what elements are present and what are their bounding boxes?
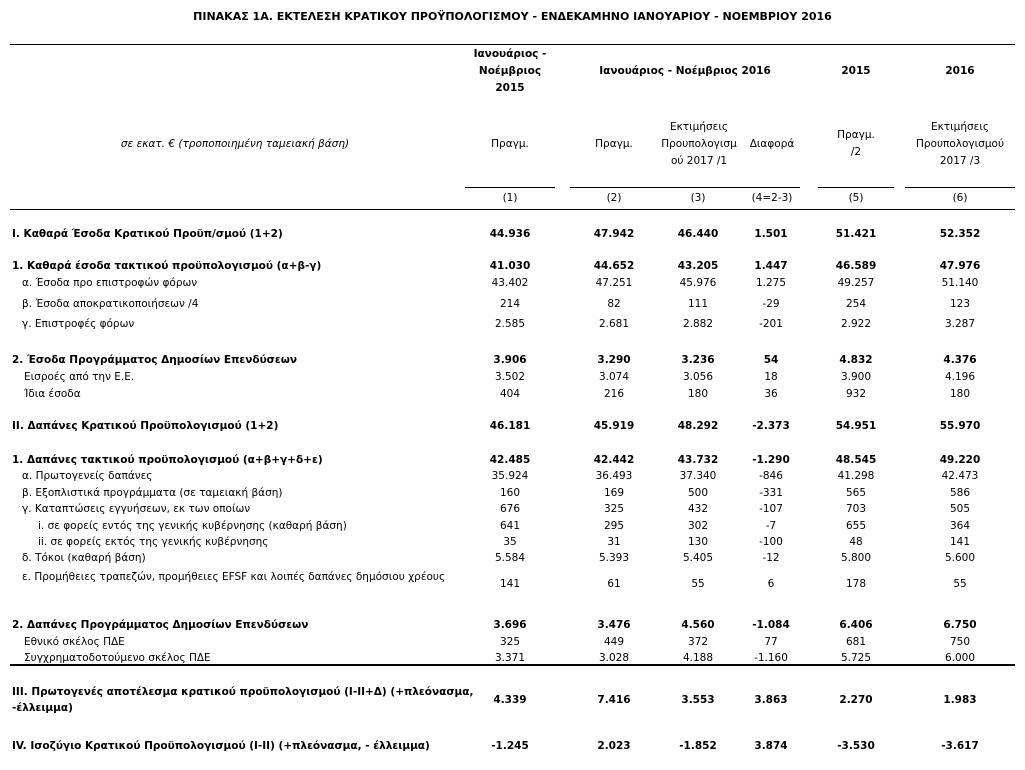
row-value-col3: 43.732 [677,454,719,466]
row-value-col6: 586 [949,487,971,499]
section-rule [10,664,1015,666]
row-value-col6: 47.976 [939,260,981,272]
row-value-col5: 48 [849,536,863,548]
row-value-col4: -846 [759,470,783,482]
table-title: ΠΙΝΑΚΑΣ 1Α. ΕΚΤΕΛΕΣΗ ΚΡΑΤΙΚΟΥ ΠΡΟΫΠΟΛΟΓΙΣΜΟΥ - ΕΝΔΕΚΑΜΗΝΟ ΙΑΝΟΥΑΡΙΟΥ - ΝΟΕΜΒΡΙΟΥ 2016 [193,10,832,23]
row-value-col5: 6.406 [839,619,873,631]
row-value-col6: 1.983 [943,694,977,706]
row-label: ε. Προμήθειες τραπεζών, προμήθειες EFSF και λοιπές δαπάνες δημόσιου χρέους [22,571,446,583]
row-value-col5: 49.257 [837,277,875,289]
row-value-col4: -1.160 [754,652,788,664]
row-label: ii. σε φορείς εκτός της γενικής κυβέρνησης [38,536,269,548]
row-value-col6: 4.376 [943,354,977,366]
row-value-col4: 6 [767,578,775,590]
row-value-col3: 130 [687,536,709,548]
row-value-col2: 47.251 [595,277,633,289]
row-value-col2: 3.074 [598,371,630,383]
row-value-col3: 4.560 [681,619,715,631]
row-value-col6: 505 [949,503,971,515]
row-value-col2: 295 [603,520,625,532]
row-value-col1: 46.181 [489,420,531,432]
row-value-col1: 214 [499,298,521,310]
row-value-col2: 5.393 [598,552,630,564]
row-value-col3: 46.440 [677,228,719,240]
header-year-2015: 2015 [841,65,871,77]
row-value-col1: 3.371 [494,652,526,664]
row-value-col3: 302 [687,520,709,532]
row-value-col6: 141 [949,536,971,548]
table-row [0,518,1025,534]
row-value-col5: 703 [845,503,867,515]
row-label: Συγχρηματοδοτούμενο σκέλος ΠΔΕ [24,652,211,664]
row-value-col1: 35 [503,536,517,548]
table-row [0,569,1025,590]
row-value-col2: 449 [603,636,625,648]
row-value-col2: 82 [607,298,621,310]
row-value-col1: 3.906 [493,354,527,366]
row-value-col3: 432 [687,503,709,515]
col-rule-4 [905,187,1015,188]
row-value-col3: 180 [687,388,709,400]
col5-header: Πραγμ. /2 [837,129,875,158]
row-value-col1: 641 [499,520,521,532]
row-value-col4: 3.863 [754,694,788,706]
row-value-col4: -2.373 [752,420,790,432]
row-value-col6: 49.220 [939,454,981,466]
row-label: IV. Ισοζύγιο Κρατικού Προϋπολογισμού (Ι-ΙΙ) (+πλεόνασμα, - έλλειμμα) [12,740,430,752]
row-label: 2. Έσοδα Προγράμματος Δημοσίων Επενδύσεων [12,354,297,366]
row-label: Εθνικό σκέλος ΠΔΕ [24,636,125,648]
row-value-col4: 18 [764,371,778,383]
row-value-col5: 51.421 [835,228,877,240]
row-label: β. Έσοδα αποκρατικοποιήσεων /4 [22,298,199,310]
row-value-col5: 178 [845,578,867,590]
table-row [0,418,1025,434]
table-row [0,550,1025,566]
colnum-3: (3) [690,192,706,204]
row-value-col2: 44.652 [593,260,635,272]
colnum-6: (6) [952,192,968,204]
row-value-col1: 676 [499,503,521,515]
row-value-col4: 54 [763,354,779,366]
col-rule-3 [818,187,894,188]
row-value-col3: 43.205 [677,260,719,272]
row-value-col1: 42.485 [489,454,531,466]
row-label: 2. Δαπάνες Προγράμματος Δημοσίων Επενδύσεων [12,619,309,631]
row-value-col3: 45.976 [679,277,717,289]
row-value-col5: 2.270 [839,694,873,706]
row-value-col3: 37.340 [679,470,717,482]
row-value-col4: -331 [759,487,783,499]
row-value-col1: 3.696 [493,619,527,631]
row-label: Εισροές από την Ε.Ε. [24,371,135,383]
row-value-col3: 3.236 [681,354,715,366]
table-row [0,534,1025,550]
colnum-4: (4=2-3) [751,192,793,204]
row-value-col3: 3.553 [681,694,715,706]
row-value-col5: -3.530 [837,740,875,752]
row-value-col5: 254 [845,298,867,310]
top-rule [10,44,1015,45]
table-row [0,452,1025,468]
row-value-col6: 180 [949,388,971,400]
row-value-col5: 655 [845,520,867,532]
table-row [0,296,1025,312]
row-value-col2: 61 [607,578,621,590]
row-value-col2: 3.028 [598,652,630,664]
row-label: δ. Τόκοι (καθαρή βάση) [22,552,146,564]
table-row [0,275,1025,291]
row-value-col6: 123 [949,298,971,310]
row-label: Ι. Καθαρά Έσοδα Κρατικού Προϋπ/σμού (1+2) [12,228,283,240]
row-value-col1: 3.502 [494,371,526,383]
header-year-2016: 2016 [945,65,975,77]
row-value-col6: 3.287 [944,318,976,330]
row-label: γ. Επιστροφές φόρων [22,318,135,330]
row-value-col2: 47.942 [593,228,635,240]
row-value-col2: 45.919 [593,420,635,432]
colnum-5: (5) [848,192,864,204]
row-value-col4: 1.275 [755,277,787,289]
row-value-col6: 52.352 [939,228,981,240]
row-value-col5: 565 [845,487,867,499]
table-row [0,316,1025,332]
table-row [0,634,1025,650]
row-value-col6: 364 [949,520,971,532]
row-value-col2: 7.416 [597,694,631,706]
row-value-col1: 325 [499,636,521,648]
row-value-col4: -7 [765,520,777,532]
row-label: 1. Καθαρά έσοδα τακτικού προϋπολογισμού (α+β-γ) [12,260,322,272]
row-value-col1: 5.584 [494,552,526,564]
row-value-col5: 46.589 [835,260,877,272]
row-value-col4: 1.501 [754,228,788,240]
table-row [0,258,1025,274]
table-row [0,386,1025,402]
row-value-col2: 169 [603,487,625,499]
header-period-2016: Ιανουάριος - Νοέμβριος 2016 [599,65,771,77]
row-label: ΙΙΙ. Πρωτογενές αποτέλεσμα κρατικού προϋπολογισμού (Ι-ΙΙ+Δ) (+πλεόνασμα, -έλλειμμα) [12,686,474,714]
colnum-2: (2) [606,192,622,204]
table-row [0,684,1025,714]
row-value-col2: 2.023 [597,740,631,752]
table-row [0,226,1025,242]
row-value-col3: 4.188 [682,652,714,664]
header-period-2015: Ιανουάριος - Νοέμβριος 2015 [473,48,547,94]
row-value-col3: 55 [691,578,705,590]
row-value-col6: 42.473 [941,470,979,482]
row-value-col4: 3.874 [754,740,788,752]
row-value-col4: -1.084 [752,619,790,631]
row-value-col6: 55 [953,578,967,590]
row-value-col3: -1.852 [679,740,717,752]
row-value-col6: 4.196 [944,371,976,383]
row-value-col1: 44.936 [489,228,531,240]
row-value-col2: 216 [603,388,625,400]
col6-header: Εκτιμήσεις Προυπολογισμού 2017 /3 [915,121,1005,167]
row-value-col5: 54.951 [835,420,877,432]
table-row [0,617,1025,633]
row-value-col4: -107 [759,503,783,515]
row-value-col2: 325 [603,503,625,515]
row-value-col2: 3.290 [597,354,631,366]
colnum-1: (1) [502,192,518,204]
header-bottom-rule [10,209,1015,210]
col-rule-1 [465,187,555,188]
row-value-col1: 160 [499,487,521,499]
col2-header: Πραγμ. [595,138,633,150]
row-value-col5: 4.832 [839,354,873,366]
row-value-col1: 43.402 [491,277,529,289]
row-value-col4: -201 [759,318,783,330]
row-value-col1: -1.245 [491,740,529,752]
row-value-col5: 48.545 [835,454,877,466]
row-label: α. Πρωτογενείς δαπάνες [22,470,153,482]
row-label: ΙΙ. Δαπάνες Κρατικού Προϋπολογισμού (1+2) [12,420,279,432]
row-value-col6: 6.750 [943,619,977,631]
row-label: β. Εξοπλιστικά προγράμματα (σε ταμειακή βάση) [22,487,283,499]
row-value-col6: 5.600 [944,552,976,564]
table-row [0,501,1025,517]
col1-header: Πραγμ. [491,138,529,150]
row-value-col5: 3.900 [840,371,872,383]
row-value-col3: 48.292 [677,420,719,432]
row-label: α. Έσοδα προ επιστροφών φόρων [22,277,198,289]
row-value-col2: 36.493 [595,470,633,482]
row-value-col4: 77 [764,636,778,648]
row-value-col2: 3.476 [597,619,631,631]
row-value-col3: 111 [687,298,709,310]
row-value-col1: 35.924 [491,470,529,482]
row-value-col3: 2.882 [682,318,714,330]
row-value-col2: 42.442 [593,454,635,466]
row-value-col3: 372 [687,636,709,648]
row-value-col1: 404 [499,388,521,400]
row-label: 1. Δαπάνες τακτικού προϋπολογισμού (α+β+γ+δ+ε) [12,454,323,466]
row-value-col2: 31 [607,536,621,548]
row-value-col2: 2.681 [598,318,630,330]
table-row [0,485,1025,501]
row-value-col4: -12 [762,552,780,564]
row-value-col4: 1.447 [754,260,788,272]
row-value-col3: 500 [687,487,709,499]
row-value-col4: -1.290 [752,454,790,466]
col-rule-2 [570,187,800,188]
row-value-col4: -29 [762,298,780,310]
row-value-col5: 41.298 [837,470,875,482]
row-value-col6: 750 [949,636,971,648]
table-row [0,468,1025,484]
row-label: Ίδια έσοδα [24,388,81,400]
row-value-col5: 5.725 [840,652,872,664]
row-value-col6: -3.617 [941,740,979,752]
row-value-col5: 5.800 [840,552,872,564]
row-value-col6: 55.970 [939,420,981,432]
row-value-col6: 6.000 [944,652,976,664]
table-row [0,352,1025,368]
table-row [0,738,1025,754]
row-value-col1: 41.030 [489,260,531,272]
row-value-col5: 681 [845,636,867,648]
col4-header: Διαφορά [749,138,795,150]
row-label: i. σε φορείς εντός της γενικής κυβέρνησης (καθαρή βάση) [38,520,347,532]
row-value-col1: 2.585 [494,318,526,330]
row-value-col1: 4.339 [493,694,527,706]
row-value-col1: 141 [499,578,521,590]
row-value-col4: -100 [759,536,783,548]
row-value-col4: 36 [764,388,778,400]
row-value-col3: 5.405 [682,552,714,564]
row-value-col6: 51.140 [941,277,979,289]
table-row [0,369,1025,385]
row-label: γ. Καταπτώσεις εγγυήσεων, εκ των οποίων [22,503,251,515]
col3-header: Εκτιμήσεις Προυπολογισμ ού 2017 /1 [661,121,737,167]
row-value-col3: 3.056 [682,371,714,383]
row-value-col5: 932 [845,388,867,400]
units-note: σε εκατ. € (τροποποιημένη ταμειακή βάση) [120,138,350,150]
row-value-col5: 2.922 [840,318,872,330]
